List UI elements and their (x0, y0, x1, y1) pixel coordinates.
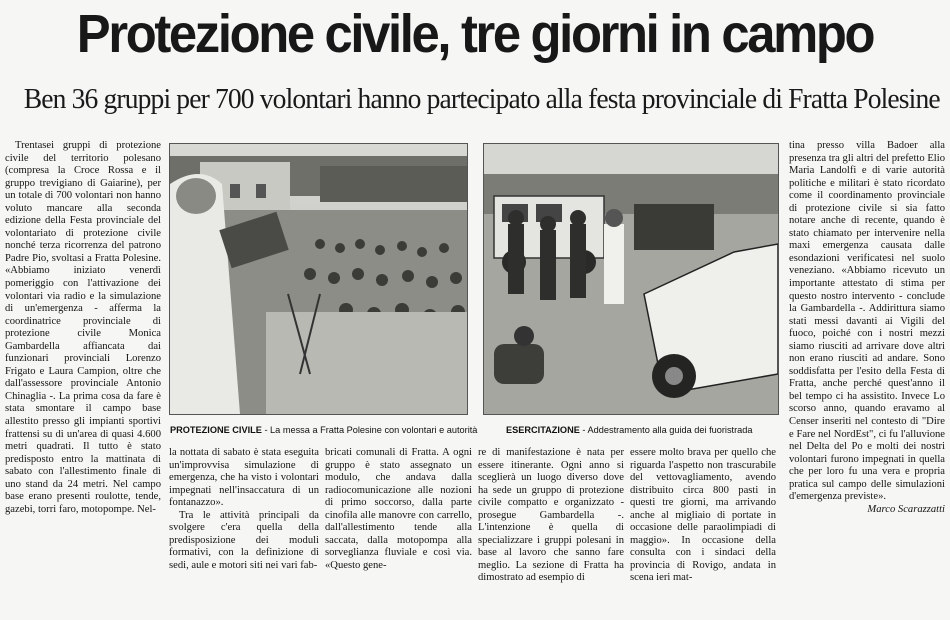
column-2-paragraph-1: la nottata di sabato è stata eseguita un'improvvisa simulazione di emergenza, che ha visto i volontari impegnati nell'insaccatura di un fontanazzo». (169, 447, 319, 509)
column-5-paragraph: essere molto brava per quello che riguarda l'aspetto non trascurabile del vettovagliamento, avendo distribuito circa 800 pasti in questi tre giorni, ma arrivando anche al migliaio di portate in occasione delle paraolimpiadi di maggio». In occasione della consulta con i sindaci della provincia di Rovigo, andata in scena ieri mat- (630, 447, 776, 584)
article-column-4 (478, 447, 624, 607)
photo-offroad-image (484, 144, 778, 414)
headline: Protezione civile, tre giorni in campo (76, 4, 874, 64)
article-column-5 (630, 447, 776, 607)
photo-mass-image (170, 144, 467, 414)
column-2-paragraph-2: Tra le attività principali da svolgere c'era quella della predisposizione dei moduli formativi, con la definizione di sedi, aule e motori siti nei vari fab- (169, 509, 319, 571)
photo-mass-caption (170, 424, 477, 436)
photo-mass-caption-text: - La messa a Fratta Polesine con volontari e autorità (261, 425, 478, 435)
column-1-paragraph: Trentasei gruppi di protezione civile del territorio polesano (compresa la Croce Rossa e il gruppo trevigiano di Gaiarine), per un totale di 700 volontari non hanno voluto mancare alla seconda edizione della Festa provinciale del volontariato di protezione civile nonché terza ricorrenza del patrono Padre Pio, svoltasi a Fratta Polesine. «Abbiamo iniziato venerdì pomeriggio con l'attivazione dei volontari via radio e la simulazione di un'emergenza - afferma la coordinatrice provinciale di protezione civile Monica Gambardella affiancata dai funzionari provinciali Lorenzo Frigato e Laura Campion, oltre che dall'assessore provinciale Antonio Chinaglia -. La prima cosa da fare è stata smontare il campo base allestito presso gli impianti sportivi frattensi su di un'area di quasi 4.600 metri quadrati. Il tutto è stato predisposto entro la mattinata di sabato con l'allestimento finale di uno stand da 24 metri. Nel campo base erano presenti roulotte, tende, gazebi, torri faro, motopompe. Nel- (5, 140, 161, 515)
photo-offroad (483, 143, 779, 415)
photo-offroad-caption (506, 424, 752, 436)
photo-mass-caption-label: PROTEZIONE CIVILE (170, 425, 262, 435)
byline: Marco Scarazzatti (867, 503, 945, 515)
column-6-paragraph: tina presso villa Badoer alla presenza tra gli altri del prefetto Elio Maria Landolfi e di varie autorità politiche e militari è stato ricordato come il coordinamento provinciale di protezione civile si sia fatto notare anche di recente, quando è stato chiamato per intervenire nella maxi emergenza causata dalle esondazioni verificatesi nel suolo veneziano. «Abbiamo ricevuto un importante attestato di stima per questo nostro intervento - conclude la Gambardella -. Addirittura siamo stati messi davanti ai Vigili del fuoco, poiché con i nostri mezzi siamo riusciti ad arrivare dove altri non erano riusciti ad andare. Sono soddisfatta per l'esito della Festa di Fratta, anche perché quest'anno il bel tempo ci ha assistito. Invece Lo scorso anno, quando eravamo al Censer inseriti nel contesto di "Dire e Fare nel NordEst", ci fu l'alluvione nel Delta del Po e molti dei nostri volontari furono impegnati in quella che per loro fu una vera e propria pratica sul campo delle simulazioni d'emergenza previste». (789, 140, 945, 503)
photo-mass (169, 143, 468, 415)
article-column-1 (5, 140, 161, 600)
article-column-3 (325, 447, 472, 607)
article-column-6 (789, 140, 945, 615)
column-4-paragraph: re di manifestazione è nata per essere itinerante. Ogni anno si sceglierà un luogo diverso dove ha sede un gruppo di protezione civile compatto e organizzato - prosegue Gambardella -. L'intenzione è quella di specializzare i gruppi polesani in base al lavoro che sanno fare meglio. La sezione di Fratta ha dimostrato ad esempio di (478, 447, 624, 584)
article-column-2 (169, 447, 319, 607)
subheadline: Ben 36 gruppi per 700 volontari hanno partecipato alla festa provinciale di Fratta Polesine (23, 83, 940, 115)
column-3-paragraph: bricati comunali di Fratta. A ogni gruppo è stato assegnato un modulo, che andava dalla radiocomunicazione alle nozioni di primo soccorso, dalla parte cinofila alle manovre con carrello, dall'allestimento tende alla saccata, dalla motopompa alla sorveglianza fluviale e così via. «Questo gene- (325, 447, 472, 571)
photo-offroad-caption-label: ESERCITAZIONE (506, 425, 580, 435)
photo-offroad-caption-text: - Addestramento alla guida dei fuoristrada (579, 425, 753, 435)
